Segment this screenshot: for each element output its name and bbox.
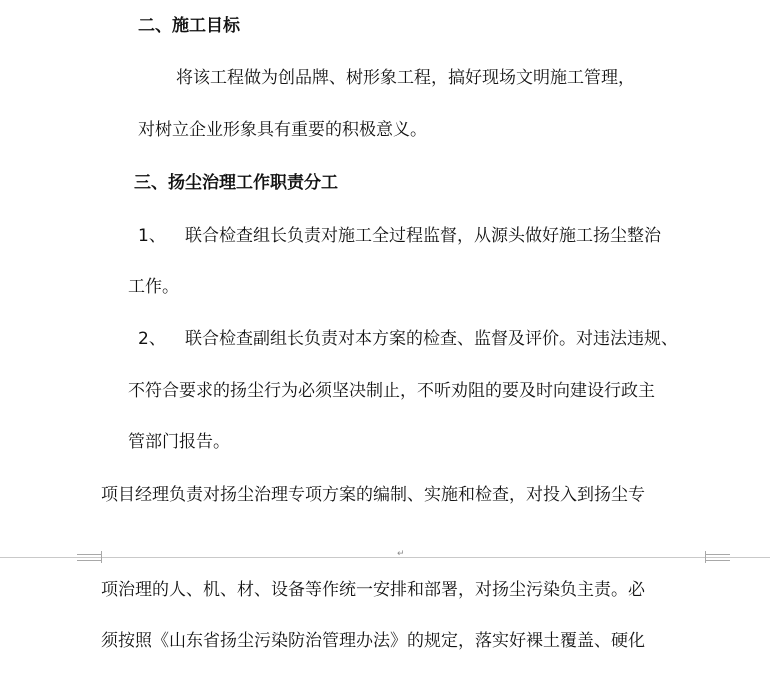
goal-text-line-2: 对树立企业形象具有重要的积极意义。	[138, 120, 427, 140]
section-heading-3: 三、扬尘治理工作职责分工	[134, 173, 338, 193]
list-item-2-number: 2、	[138, 329, 166, 349]
list-item-1-line-1: 联合检查组长负责对施工全过程监督，从源头做好施工扬尘整治	[185, 226, 661, 246]
goal-text-line-1: 将该工程做为创品牌、树形象工程，搞好现场文明施工管理，	[176, 68, 635, 88]
project-manager-line-1: 项目经理负责对扬尘治理专项方案的编制、实施和检查，对投入到扬尘专	[101, 485, 645, 505]
list-item-1-number: 1、	[138, 226, 166, 246]
list-item-2-line-3: 管部门报告。	[128, 432, 230, 452]
project-manager-line-2: 项治理的人、机、材、设备等作统一安排和部署，对扬尘污染负主责。必	[101, 580, 645, 600]
page-corner-mark-left	[77, 551, 102, 563]
paragraph-mark: ↵	[397, 549, 405, 559]
list-item-2-line-1: 联合检查副组长负责对本方案的检查、监督及评价。对违法违规、	[185, 329, 678, 349]
page-break-divider	[0, 557, 770, 558]
page-corner-mark-right	[705, 551, 730, 563]
project-manager-line-3: 须按照《山东省扬尘污染防治管理办法》的规定，落实好裸土覆盖、硬化	[101, 631, 645, 651]
section-heading-2: 二、施工目标	[138, 16, 240, 36]
list-item-1-line-2: 工作。	[128, 277, 179, 297]
list-item-2-line-2: 不符合要求的扬尘行为必须坚决制止，不听劝阻的要及时向建设行政主	[128, 381, 655, 401]
